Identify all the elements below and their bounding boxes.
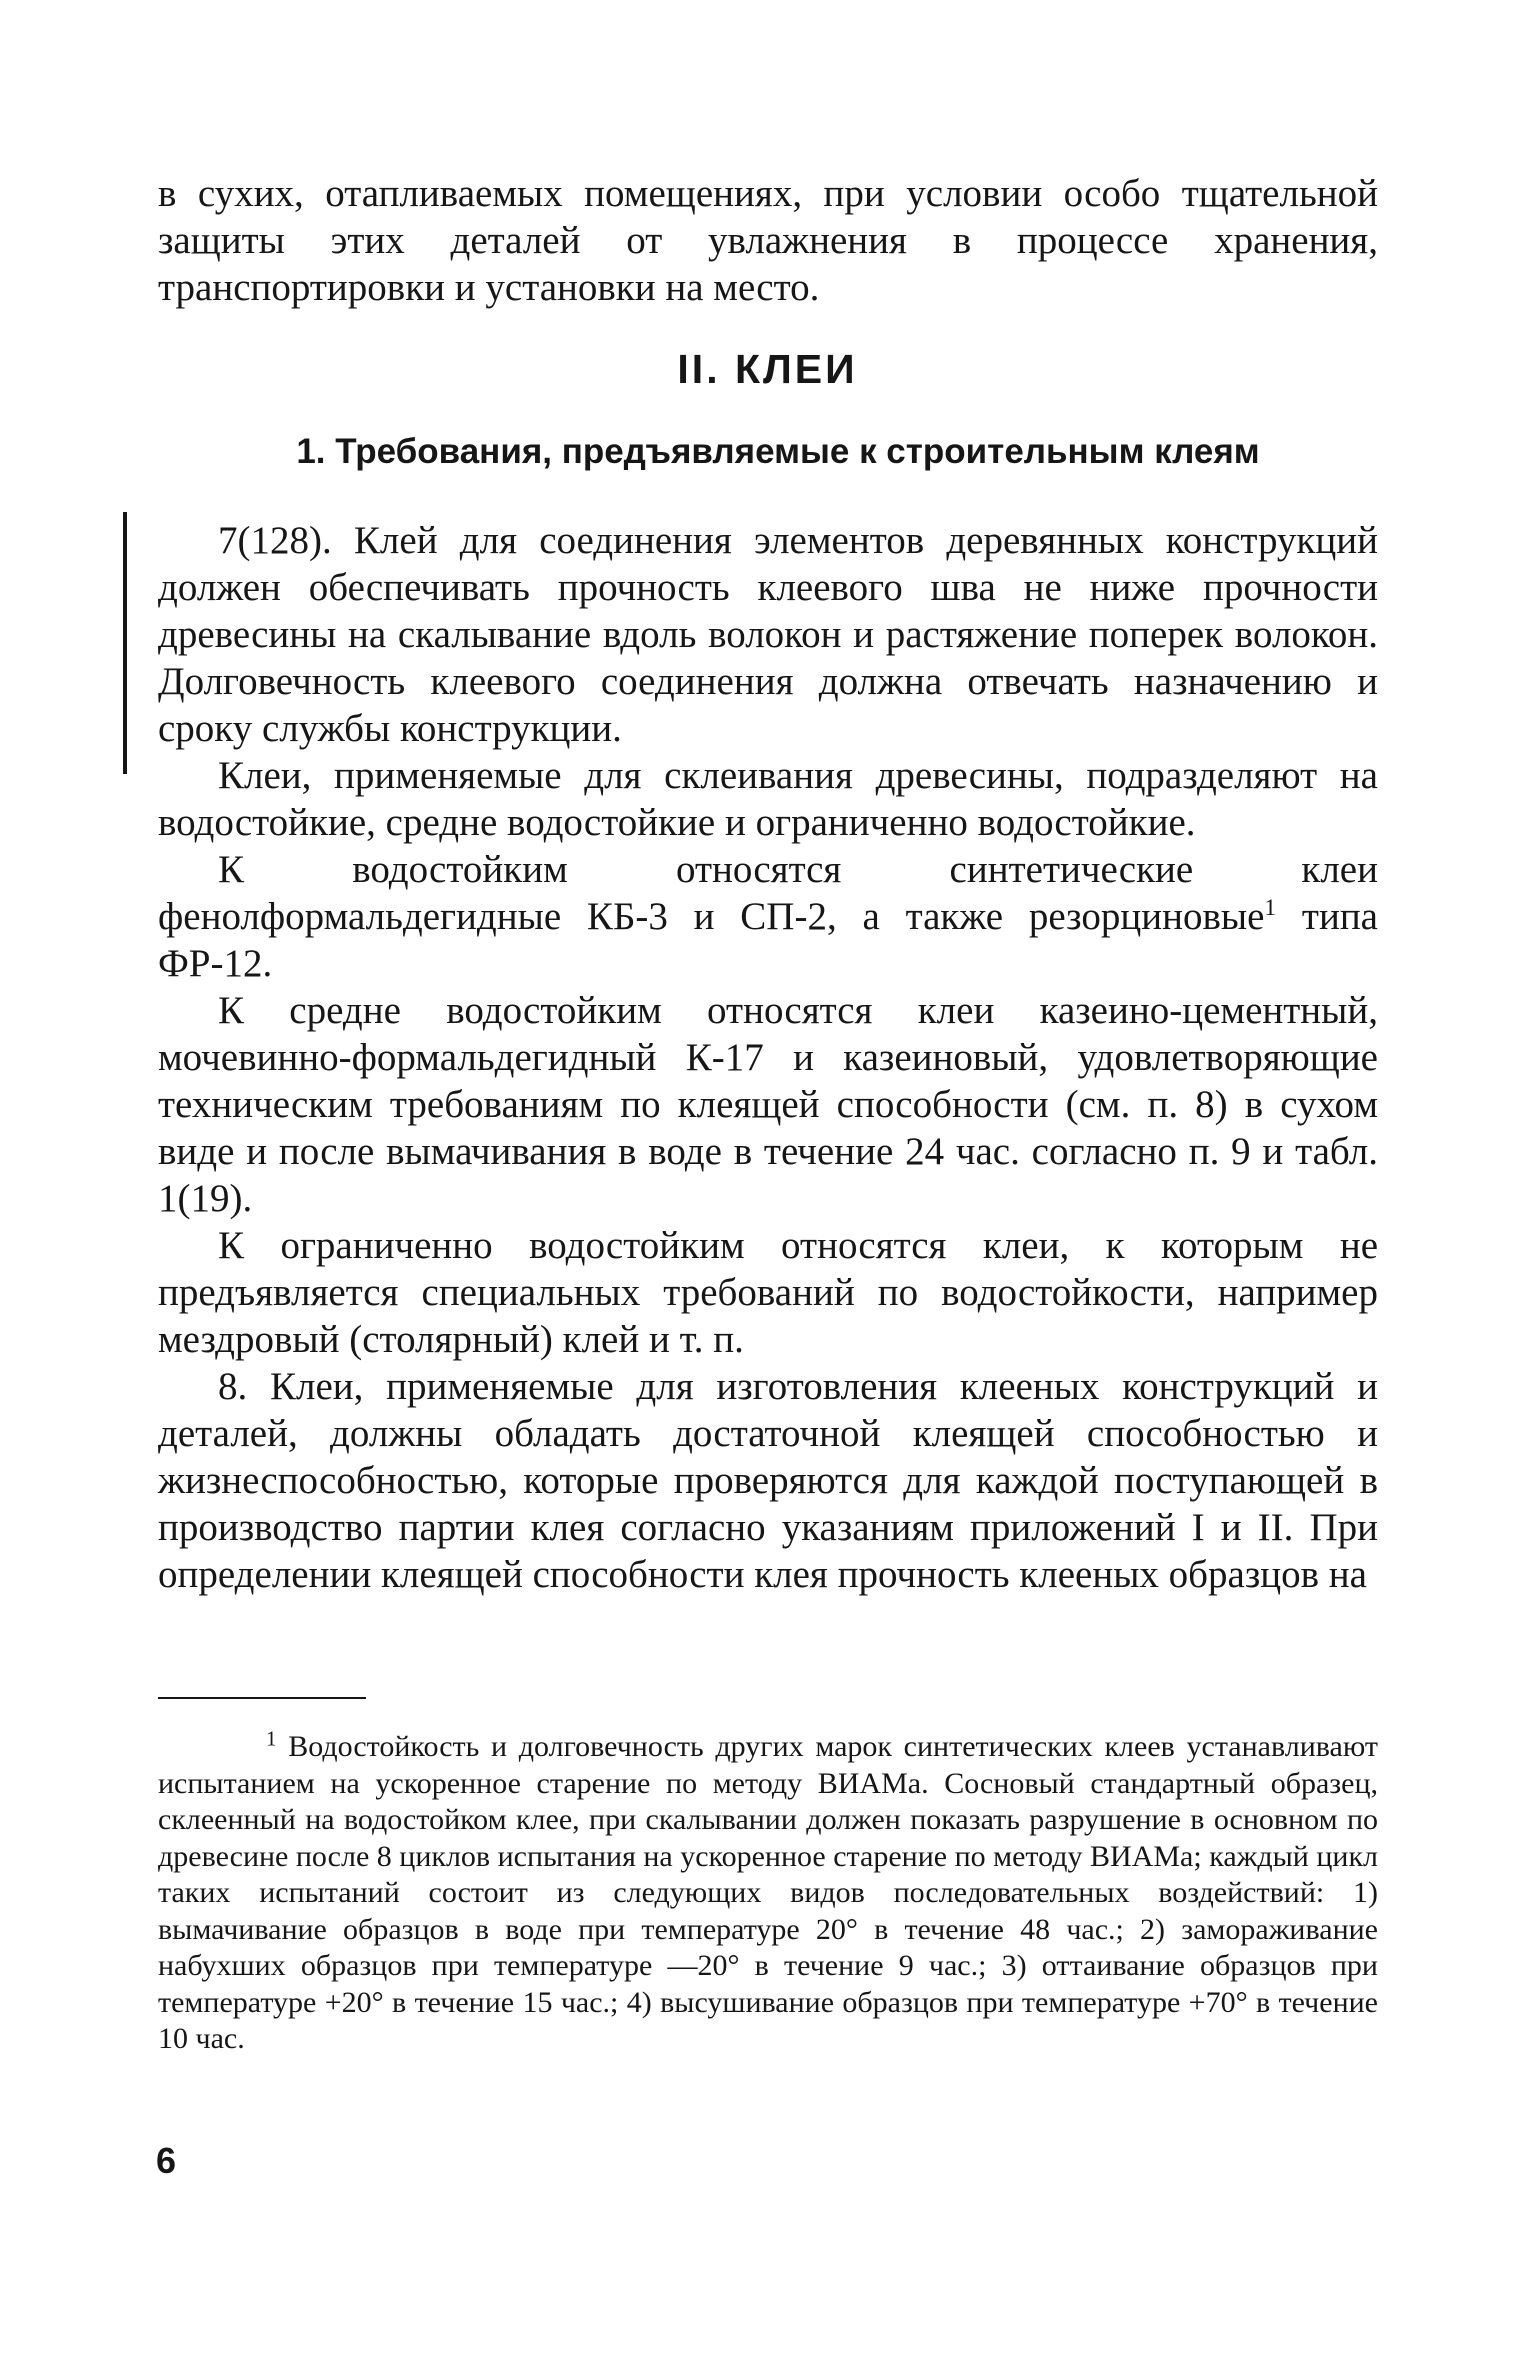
- paragraph-8: 8. Клеи, применяемые для изготовления клееных конструкций и деталей, должны обладать достаточной клеящей способностью и жизнеспособностью, которые проверяются для каждой поступающей в производство партии клея согласно указаниям приложений I и II. При определении клеящей способности клея прочность клееных образцов на: [158, 1365, 1378, 1596]
- footnote-text: Водостойкость и долговечность других марок синтетических клеев устанавливают испытанием на ускоренное старение по методу ВИАМа. Сосновый стандартный образец, склеенный на водостойком клее, при скалывании должен показать разрушение в основном по древесине после 8 циклов испытания на ускоренное старение по методу ВИАМа; каждый цикл таких испытаний состоит из следующих видов последовательных воздействий: 1) вымачивание образцов в воде при температуре 20° в течение 48 час.; 2) замораживание набухших образцов при температуре —20° в течение 9 час.; 3) оттаивание образцов при температуре +20° в течение 15 час.; 4) высушивание образцов при температуре +70° в течение 10 час.: [158, 1730, 1378, 2055]
- intro-paragraph: [158, 170, 1378, 311]
- margin-change-bar: [123, 512, 127, 774]
- paragraph-7-128: 7(128). Клей для соединения элементов деревянных конструкций должен обеспечивать прочность клеевого шва не ниже прочности древесины на скалывание вдоль волокон и растяжение поперек волокон. Долговечность клеевого соединения должна отвечать назначению и сроку службы конструкции.: [158, 519, 1378, 750]
- subsection-title: 1. Требования, предъявляемые к строительным клеям: [296, 432, 1260, 471]
- paragraph-limited-waterproof-glues: К ограниченно водостойким относятся клеи, к которым не предъявляется специальных требований по водостойкости, например мездровый (столярный) клей и т. п.: [158, 1224, 1378, 1361]
- paragraph-waterproof-text-b: типа ФР-12.: [158, 895, 1378, 985]
- footnote-reference: 1: [1264, 894, 1277, 921]
- main-text: [158, 517, 1378, 1598]
- footnote-1: [158, 1726, 1378, 2058]
- intro-text: в сухих, отапливаемых помещениях, при условии особо тщательной защиты этих деталей от увлажнения в процессе хранения, транспортировки и установки на место.: [158, 172, 1378, 309]
- page-number: 6: [156, 2140, 177, 2181]
- paragraph-medium-waterproof-glues: К средне водостойким относятся клеи казеино-цементный, мочевинно-формальдегидный К-17 и казеиновый, удовлетворяющие техническим требованиям по клеящей способности (см. п. 8) в сухом виде и после вымачивания в воде в течение 24 час. согласно п. 9 и табл. 1(19).: [158, 989, 1378, 1220]
- footnotes: [158, 1726, 1378, 2058]
- paragraph-waterproof-text-a: К водостойким относятся синтетические клеи фенолформальдегидные КБ-3 и СП-2, а также резорциновые: [158, 848, 1378, 938]
- paragraph-glue-classes: Клеи, применяемые для склеивания древесины, подразделяют на водостойкие, средне водостойкие и ограниченно водостойкие.: [158, 754, 1378, 844]
- footnote-marker: 1: [266, 1726, 277, 1751]
- paragraph-waterproof-glues: [158, 846, 1378, 987]
- footnote-divider: [158, 1697, 366, 1699]
- section-title: II. КЛЕИ: [677, 346, 858, 392]
